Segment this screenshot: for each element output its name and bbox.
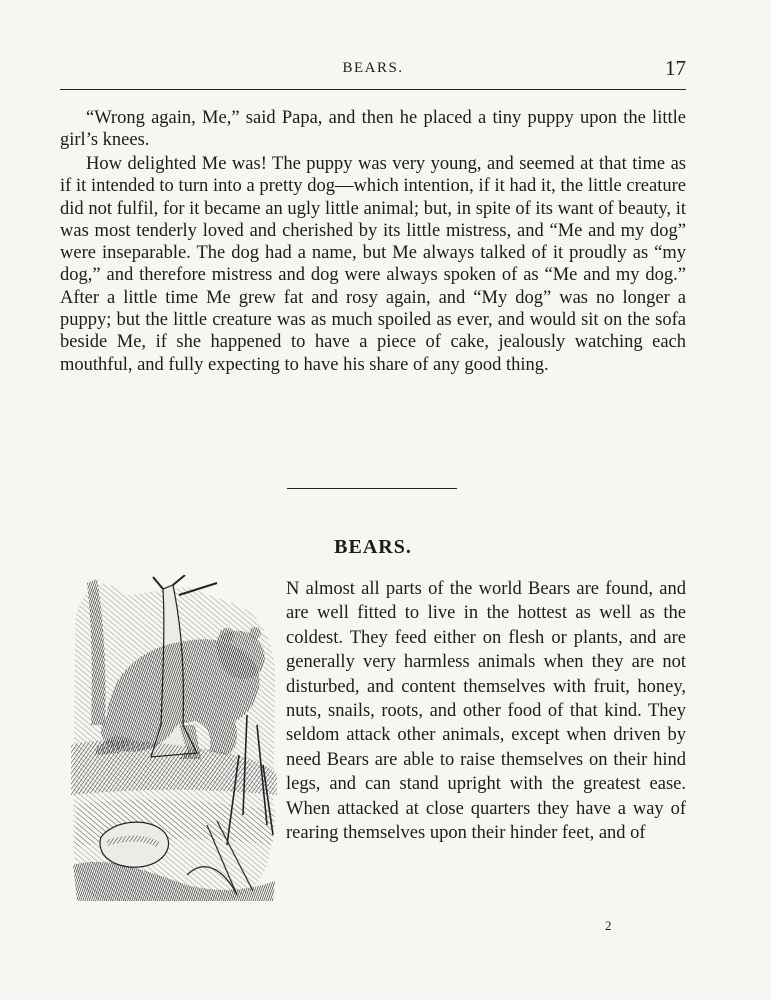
section-title: BEARS.: [334, 536, 412, 558]
story-paragraph-1: “Wrong again, Me,” said Papa, and then he placed a tiny puppy upon the little girl’s knees.: [60, 108, 686, 151]
page-number: 17: [665, 56, 686, 80]
bears-section-text: N almost all parts of the world Bears are found, and are well fitted to live in the hottest as well as the coldest. They feed either on flesh or plants, and are generally very harmless animals when they are not disturbed, and content themselves with fruit, honey, nuts, snails, roots, and other food of that kind. They seldom attack other animals, except when driven by need Bears are able to raise themselves on their hind legs, and can stand upright with the greatest ease. When attacked at close quarters they have a way of rearing themselves upon their hinder feet, and of: [286, 579, 686, 844]
header-rule: [60, 89, 686, 90]
section-divider: [287, 488, 457, 489]
running-head: [60, 58, 686, 82]
story-paragraph-2: How delighted Me was! The puppy was very young, and seemed at that time as if it intended to turn into a pretty dog—which intention, if it had it, the little creature did not fulfil, for it became an ugly little animal; but, in spite of its want of beauty, it was most tenderly loved and cherished by its little mistress, and “Me and my dog” were inseparable. The dog had a name, but Me always talked of it proudly as “my dog,” and therefore mistress and dog were always spoken of as “Me and my dog.” After a little time Me grew fat and rosy again, and “My dog” was no longer a puppy; but the little creature was as much spoiled as ever, and would sit on the sofa beside Me, if she happened to have a piece of cake, jealously watching each mouthful, and fully expecting to have his share of any good thing.: [60, 154, 686, 375]
bear-engraving-icon: [67, 575, 280, 905]
running-title: BEARS.: [342, 60, 404, 76]
signature-mark: 2: [605, 918, 612, 933]
